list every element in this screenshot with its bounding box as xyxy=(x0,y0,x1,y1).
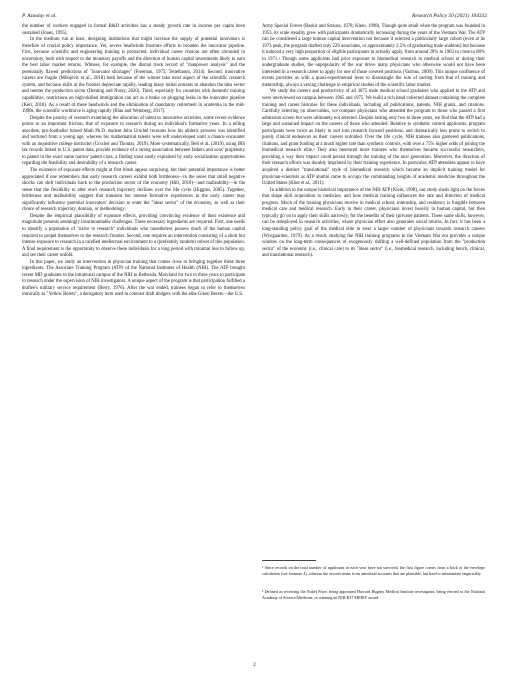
paragraph: In this paper, we study an intervention in physician training that comes close to bringing together these three ingredients: The Associate Training Program (ATP) of the National Institutes of Health (NIH). The ATP brought recent MD graduates to the intramural campus of the NIH in Bethesda, Maryland for two to three years to participate in research under the supervision of NIH investigators. A unique aspect of the program is that participation fulfilled a draftee's military service requirement (Berry, 1976). After the war ended, trainees began to refer to themselves ironically as "Yellow Berets", a derogatory term used to contrast draft dodgers with the elite Green Berets—the U.S. xyxy=(22,259,245,298)
paragraph: We study the careers and productivity of all 3075 male medical school graduates who applied to the ATP and were interviewed on campus between 1965 and 1975. We build a rich hand collected dataset containing the complete training and career histories for these individuals, including all publications, patents, NIH grants, and citations. Carefully selecting on observables, we compare physicians who attended the program to those who passed a first admission screen but were ultimately not selected. Despite lasting only two to three years, we find that the ATP had a large and sustained impact on the careers of those who attended. Relative to synthetic control applicants, program participants were twice as likely to sort into research focused positions, and dramatically less prone to switch to purely clinical endeavors as their careers unfolded. Over the life cycle, NIH trainees also garnered publications, citations, and grant funding at a much higher rate than synthetic controls, with over a 75% higher odds of joining the biomedical research elite.² They also mentored more trainees who themselves became successful researchers, providing a way their impact could persist through the training of the next generation. Moreover, the direction of their research efforts was durably imprinted by their training experience. In particular, ATP attendees appear to have acquired a distinct "translational" style of biomedical research which became an implicit training model for physician-scientists as ATP alumni came to occupy the commanding heights of academic medicine throughout the United States (Khot et al., 2011). xyxy=(262,89,485,187)
paragraph: the number of workers engaged in formal R&D activities has a steady growth rate in income per capita been sustained (Jones, 1995). xyxy=(22,24,245,36)
right-column xyxy=(262,24,485,260)
paragraph: Despite the empirical plausibility of exposure effects, providing convincing evidence of their existence and magnitude presents seemingly insurmountable challenges. Three necessary ingredients are required. First, one needs to identify a population of "naive to research" individuals who nonetheless possess much of the human capital required to propel themselves to the research frontier. Second, one requires an intervention consisting of a short but intense exposure to research in a rarefied intellectual environment to a (preferably random) subset of this population. A final requirement is the opportunity to observe these individuals for a long period with minimal loss to follow up, and see their career unfold. xyxy=(22,213,245,259)
paragraph: The existence of exposure effects might at first blush appear surprising, but their potential importance is better appreciated if one remembers that early research careers exhibit both brittleness—in the sense that small negative shocks can shift individuals back to the production sector of the economy (Hill, 2018)—and malleability—in the sense that the flexibility to alter one's research trajectory declines over the life cycle (Higgins, 2005). Together, brittleness and malleability suggest that transient but intense formative experiences in the early career may significantly influence potential innovators' decision to enter the "ideas sector" of the economy, as well as their choice of research trajectory, domain, or methodology. xyxy=(22,168,245,213)
footnote-2: ² Defined as receiving the Nobel Prize, being appointed Howard Hughes Medical Institute investigator, being elected to the National Academy of Science/Medicine, or winning an NIH R37 MERIT award. xyxy=(262,589,485,600)
paragraph: In the medium run at least, designing institutions that might increase the supply of potential innovators is therefore of crucial policy importance. Yet, severe headwinds frustrate efforts to broaden the innovator pipeline. First, because scientific and engineering training is protracted, individual career choices are often shrouded in uncertainty, both with respect to the monetary payoffs and the direction of human capital investments likely to earn the best labor market returns. Witness, for example, the dismal track record of "manpower analysis" and the perennially flawed predictions of "innovator shortages" (Freeman, 1975; Teitelbaum, 2014). Second, innovative careers are fragile (Milojevic et al., 2018) both because of the winner take most aspect of the scientific research system, and because skills at the frontier depreciate rapidly, leading many initial entrants to abandon the idea sector and reenter the production sector (Deming and Noray, 2020). Third, especially for countries with domestic training capabilities, restrictions on high-skilled immigration can act as a brake on plugging leaks in the innovator pipeline (Kerr, 2018). As a result of these headwinds and the elimination of mandatory retirement in academia in the mid-1990s, the scientific workforce is aging rapidly (Blau and Weinberg, 2017). xyxy=(22,37,245,115)
paragraph: In addition to the unique historical importance of the NIH ATP (Klein, 1998), our study sheds light on the forces that shape skill acquisition in medicine, and how medical training influences the rate and direction of medical progress. Much of the training physicians receive in medical school, internship, and residency is fungible between medical care and medical research. Early in their career, physicians invest heavily in human capital, but then typically go on to apply their skills narrowly, for the benefits of their (private) patients. These same skills, however, can be redeployed in research activities, where physician effort also generates social returns. In fact, it has been a long-standing policy goal of the medical elite to steer a larger number of physicians towards research careers (Wyngaarden, 1979). As a result, studying the NIH training programs in the Vietnam War era provides a unique window on the long-term consequences of exogenously shifting a well-defined population from the "production sector" of the economy (i.e., clinical care) to its "ideas sector" (i.e., biomedical research, including bench, clinical, and translational research). xyxy=(262,187,485,259)
paragraph: Despite the paucity of research examining the allocation of talent to innovative activities, some recent evidence points to an important friction, that of exposure to research during an individual's formative years. In a telling anecdote, pro-footballer turned Math Ph.D. student John Urschel recounts how his athletic prowess was identified and nurtured from a young age, whereas his mathematical talents were left undeveloped until a chance encounter with an inquisitive college instructor (Urschel and Thomas, 2019). More systematically, Bell et al. (2019), using IRS tax records linked to U.S. patent data, provide evidence of a strong association between fathers and sons' propensity to patent in the exact same narrow patent class, a finding most easily explained by early socialization opportunities regarding the feasibility and desirability of a research career. xyxy=(22,115,245,167)
page-number: 2 xyxy=(253,663,256,668)
left-column xyxy=(22,24,245,299)
running-header-authors: P. Azoulay et al. xyxy=(22,13,57,19)
footnote-divider xyxy=(262,560,316,561)
running-header-journal: Research Policy 50 (2021) 104332 xyxy=(412,13,487,19)
footnote-1: ¹ Since records on the total number of applicants in each year have not survived, the first figure comes from a back of the envelope calculation (see footnote 4), whereas the second stems from anecdotal accounts that are plausible, but hard to substantiate empirically. xyxy=(262,565,485,576)
paragraph: Army Special Forces (Baskir and Strauss, 1978; Klein, 1998). Though quite small when the program was founded in 1953, its scale steadily grew with participants dramatically increasing during the years of the Vietnam War. The ATP can be considered a large human capital intervention not because it selected a particularly large cohort (even at its 1973 peak, the program drafted only 229 associates, or approximately 2.5% of graduating male students) but because it induced a very high proportion of eligible participants to actually apply, from around 20% in 1963 to close to 80% in 1971.¹ Though some applicants had prior exposure to biomedical research in medical school or during their undergraduate studies, the unpopularity of the war drove many physicians who otherwise would not have been interested in a research career to apply for one of those coveted positions (Varmus, 2009). This unique confluence of events provides us with a quasi-experimental lever to disentangle the role of sorting from that of training and mentorship, always a vexing challenge in empirical studies of the scientific labor market. xyxy=(262,24,485,88)
